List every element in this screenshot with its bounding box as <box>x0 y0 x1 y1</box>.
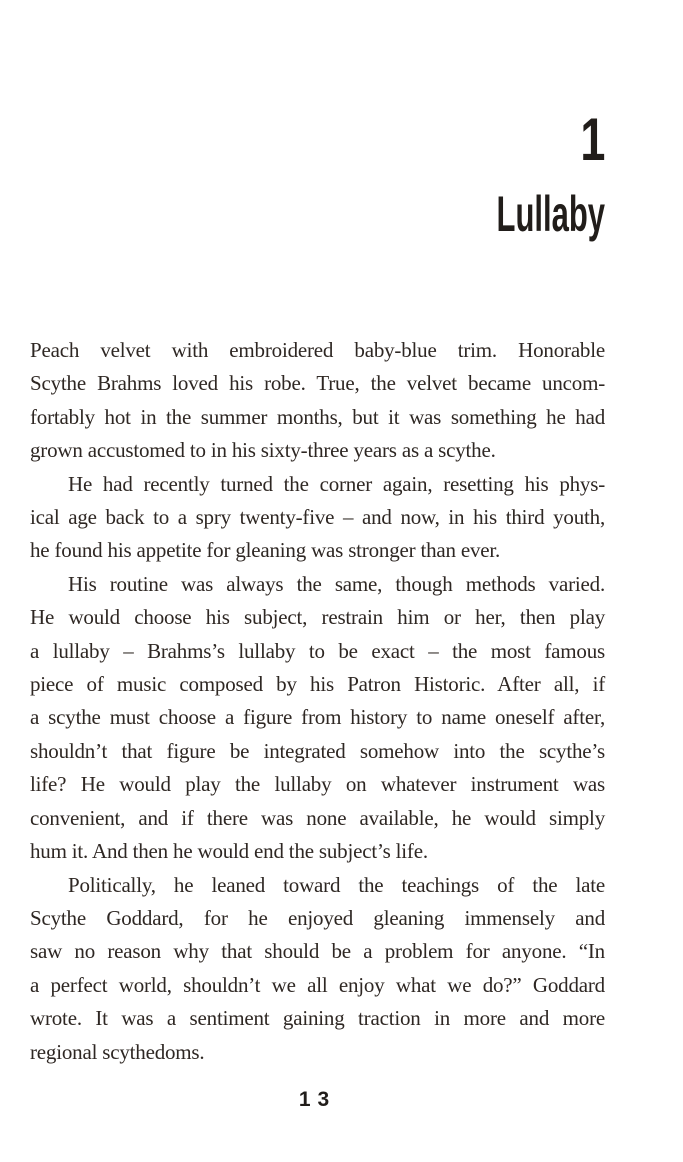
chapter-number <box>572 106 605 173</box>
text-line: convenient, and if there was none available, he would simply <box>30 805 605 830</box>
text-line: ical age back to a spry twenty-five – and now, in his third youth, <box>30 505 605 530</box>
text-line: He had recently turned the corner again, resetting his phys- <box>68 471 605 496</box>
text-line: His routine was always the same, though methods varied. <box>68 571 605 596</box>
text-line: wrote. It was a sentiment gaining traction in more and more <box>30 1006 605 1031</box>
text-line: Scythe Goddard, for he enjoyed gleaning immensely and <box>30 905 605 930</box>
page-number <box>30 1088 605 1112</box>
text-line: life? He would play the lullaby on whatever instrument was <box>30 772 605 797</box>
text-line: a lullaby – Brahms’s lullaby to be exact – the most famous <box>30 638 605 663</box>
chapter-title <box>430 186 605 242</box>
text-line: fortably hot in the summer months, but it was something he had <box>30 404 605 429</box>
text-line: a scythe must choose a figure from history to name oneself after, <box>30 705 605 730</box>
text-line: shouldn’t that figure be integrated somehow into the scythe’s <box>30 738 605 763</box>
text-line: Scythe Brahms loved his robe. True, the velvet became uncom- <box>30 371 605 396</box>
text-line: Politically, he leaned toward the teachings of the late <box>68 872 605 897</box>
text-line: hum it. And then he would end the subject’s life. <box>30 839 428 864</box>
text-line: Peach velvet with embroidered baby-blue trim. Honorable <box>30 338 605 362</box>
text-line: piece of music composed by his Patron Historic. After all, if <box>30 672 605 697</box>
page-number-text: 13 <box>298 1088 337 1111</box>
text-line: a perfect world, shouldn’t we all enjoy what we do?” Goddard <box>30 972 605 997</box>
text-line: saw no reason why that should be a problem for anyone. “In <box>30 939 605 964</box>
text-line: he found his appetite for gleaning was stronger than ever. <box>30 538 501 563</box>
chapter-number-text: 1 <box>579 106 605 173</box>
body-text <box>30 334 605 1069</box>
chapter-title-text: Lullaby <box>496 186 605 242</box>
text-line: grown accustomed to in his sixty-three years as a scythe. <box>30 438 496 463</box>
text-line: regional scythedoms. <box>30 1039 205 1064</box>
text-line: He would choose his subject, restrain him or her, then play <box>30 605 605 630</box>
